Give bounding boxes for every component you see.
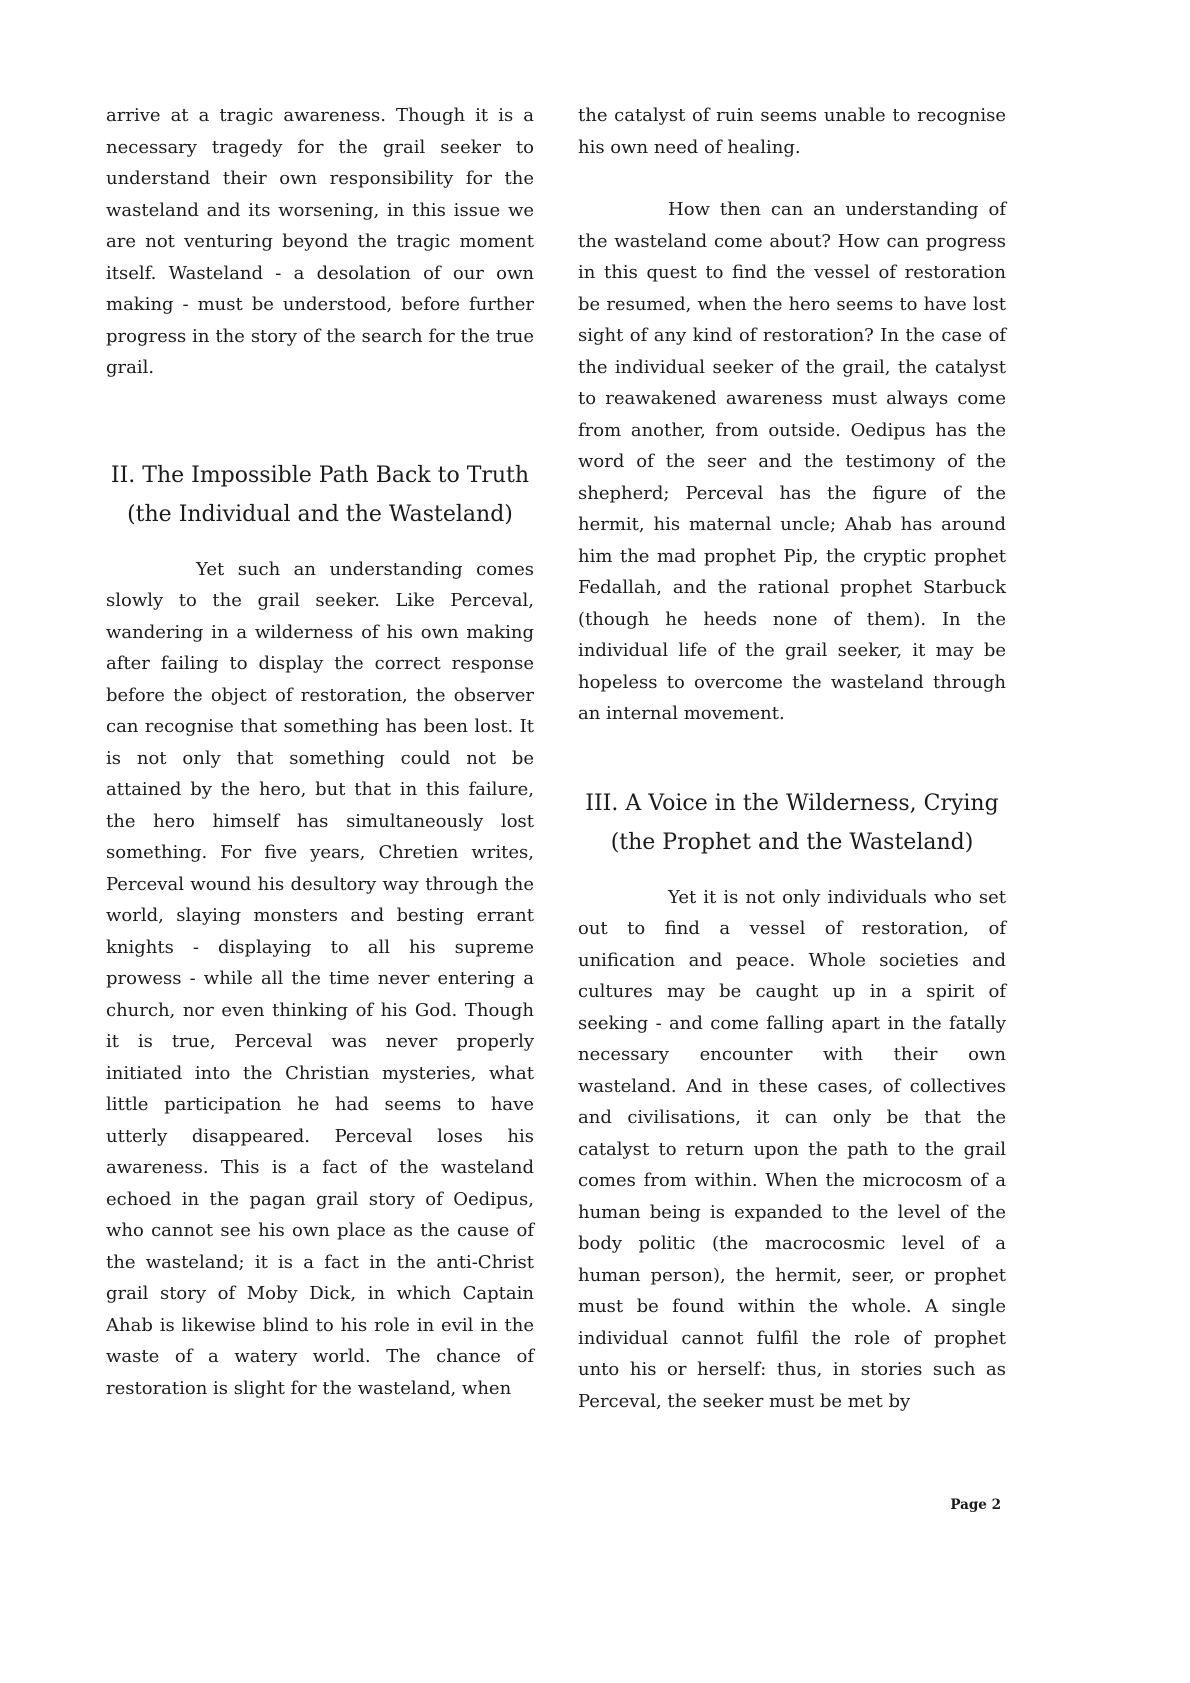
section-heading-iii — [578, 784, 1006, 862]
right-paragraph-3: Yet it is not only individuals who set out to find a vessel of restoration, of unification and peace. Whole societies and cultures may be caught up in a spirit of seeking - and come falling apart in the fatally necessary encounter with their own wasteland. And in these cases, of collectives and civilisations, it can only be that the catalyst to return upon the path to the grail comes from within. When the microcosm of a human being is expanded to the level of the body politic (the macrocosmic level of a human person), the hermit, seer, or prophet must be found within the whole. A single individual cannot fulfil the role of prophet unto his or herself: thus, in stories such as Perceval, the seeker must be met by — [578, 886, 1006, 1412]
section-heading-ii — [106, 456, 534, 534]
section-heading-ii-line2: (the Individual and the Wasteland) — [127, 501, 513, 527]
section-heading-iii-line1: III. A Voice in the Wilderness, Crying — [585, 790, 999, 816]
section-heading-ii-line1: II. The Impossible Path Back to Truth — [110, 462, 530, 488]
right-paragraph-2: How then can an understanding of the wasteland come about? How can progress in this quest to find the vessel of restoration be resumed, when the hero seems to have lost sight of any kind of restoration? In the case of the individual seeker of the grail, the catalyst to reawakened awareness must always come from another, from outside. Oedipus has the word of the seer and the testimony of the shepherd; Perceval has the figure of the hermit, his maternal uncle; Ahab has around him the mad prophet Pip, the cryptic prophet Fedallah, and the rational prophet Starbuck (though he heeds none of them). In the individual life of the grail seeker, it may be hopeless to overcome the wasteland through an internal movement. — [578, 199, 1006, 724]
left-column — [106, 100, 534, 1404]
section-heading-iii-line2: (the Prophet and the Wasteland) — [610, 829, 974, 855]
right-column — [578, 100, 1006, 1417]
left-paragraph-2: Yet such an understanding comes slowly to the grail seeker. Like Perceval, wandering in a wilderness of his own making after failing to display the correct response before the object of restoration, the observer can recognise that something has been lost. It is not only that something could not be attained by the hero, but that in this failure, the hero himself has simultaneously lost something. For five years, Chretien writes, Perceval wound his desultory way through the world, slaying monsters and besting errant knights - displaying to all his supreme prowess - while all the time never entering a church, nor even thinking of his God. Though it is true, Perceval was never properly initiated into the Christian mysteries, what little participation he had seems to have utterly disappeared. Perceval loses his awareness. This is a fact of the wasteland echoed in the pagan grail story of Oedipus, who cannot see his own place as the cause of the wasteland; it is a fact in the anti-Christ grail story of Moby Dick, in which Captain Ahab is likewise blind to his role in evil in the waste of a watery world. The chance of restoration is slight for the wasteland, when — [106, 558, 534, 1399]
left-paragraph-1: arrive at a tragic awareness. Though it is a necessary tragedy for the grail seeker to understand their own responsibility for the wasteland and its worsening, in this issue we are not venturing beyond the tragic moment itself. Wasteland - a desolation of our own making - must be understood, before further progress in the story of the search for the true grail. — [106, 105, 534, 378]
right-paragraph-1: the catalyst of ruin seems unable to recognise his own need of healing. — [578, 105, 1006, 158]
page-number: Page 2 — [950, 1497, 1001, 1513]
